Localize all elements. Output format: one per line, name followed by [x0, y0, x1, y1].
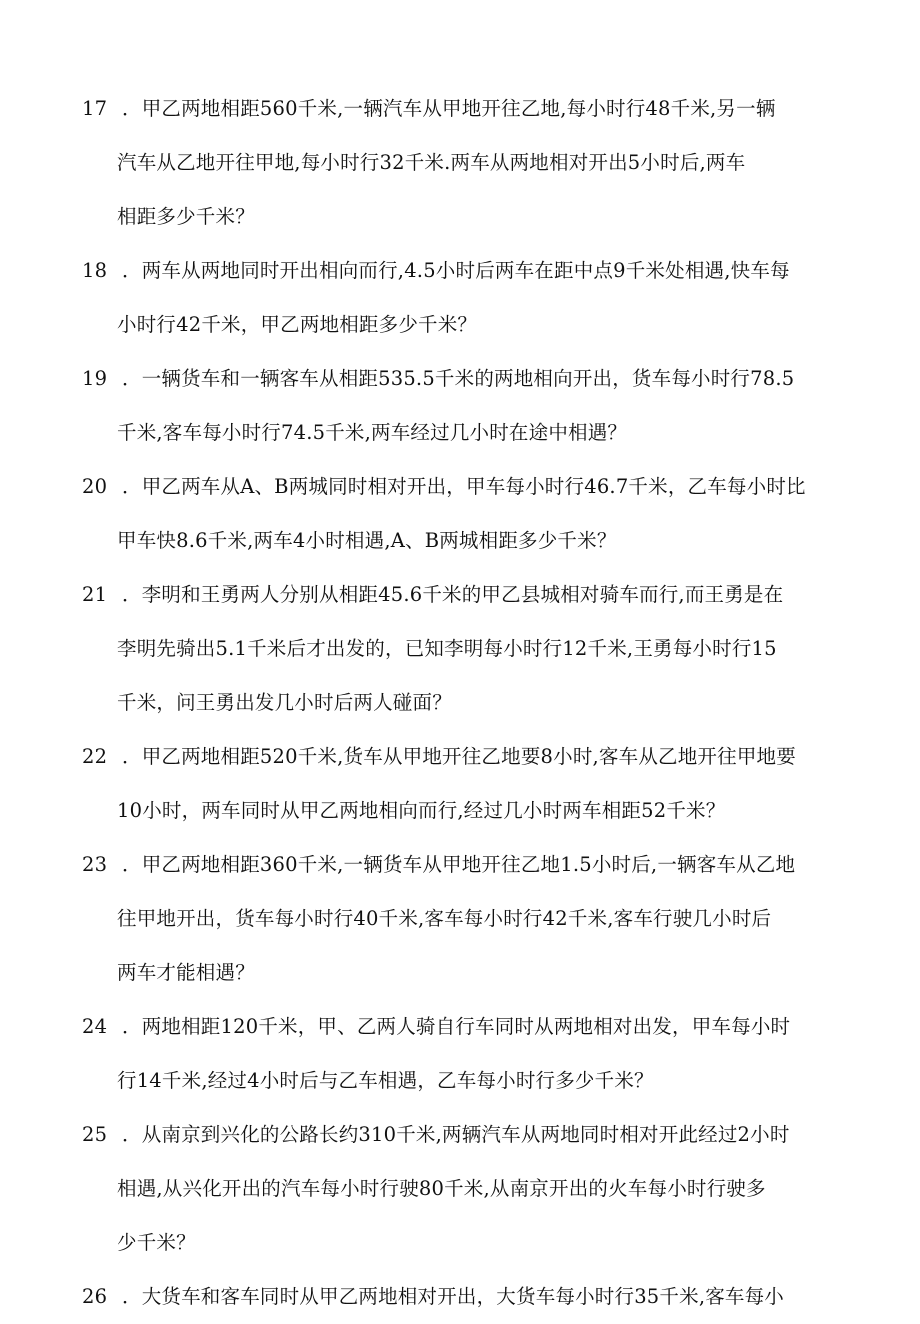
problem-22	[82, 730, 842, 838]
problem-26	[82, 1270, 842, 1324]
problem-text-line: 10小时，两车同时从甲乙两地相向而行,经过几小时两车相距52千米？	[117, 799, 726, 822]
problem-number: 20	[82, 475, 108, 498]
problem-number: 19	[82, 367, 108, 390]
problem-text-line: ．两地相距120千米，甲、乙两人骑自行车同时从两地相对出发，甲车每小时	[122, 1015, 791, 1038]
problem-number: 24	[82, 1015, 108, 1038]
problem-23	[82, 838, 842, 1000]
problem-text-line: ．一辆货车和一辆客车从相距535.5千米的两地相向开出，货车每小时行78.5	[122, 367, 795, 390]
problem-number: 21	[82, 583, 108, 606]
problem-text-line: ．李明和王勇两人分别从相距45.6千米的甲乙县城相对骑车而行,而王勇是在	[122, 583, 784, 606]
problem-25	[82, 1108, 842, 1270]
problem-text-line: 两车才能相遇？	[117, 961, 255, 984]
problem-number: 18	[82, 259, 108, 282]
problem-text-line: ．甲乙两地相距560千米,一辆汽车从甲地开往乙地,每小时行48千米,另一辆	[122, 97, 776, 120]
problem-text-line: 甲车快8.6千米,两车4小时相遇,A、B两城相距多少千米？	[117, 529, 617, 552]
problem-text-line: 相距多少千米？	[117, 205, 255, 228]
problem-text-line: 李明先骑出5.1千米后才出发的，已知李明每小时行12千米,王勇每小时行15	[117, 637, 777, 660]
problem-text-line: 千米,客车每小时行74.5千米,两车经过几小时在途中相遇？	[117, 421, 628, 444]
problem-text-line: 少千米？	[117, 1231, 196, 1254]
problem-number: 25	[82, 1123, 108, 1146]
problem-21	[82, 568, 842, 730]
problem-text-line: 千米，问王勇出发几小时后两人碰面？	[117, 691, 452, 714]
problem-text-line: ．从南京到兴化的公路长约310千米,两辆汽车从两地同时相对开此经过2小时	[122, 1123, 790, 1146]
problem-text-line: ．甲乙两车从A、B两城同时相对开出，甲车每小时行46.7千米，乙车每小时比	[122, 475, 806, 498]
problem-text-line: ．甲乙两地相距360千米,一辆货车从甲地开往乙地1.5小时后,一辆客车从乙地	[122, 853, 796, 876]
problem-text-line: ．两车从两地同时开出相向而行,4.5小时后两车在距中点9千米处相遇,快车每	[122, 259, 790, 282]
problem-number: 26	[82, 1285, 108, 1308]
problem-text-line: 行14千米,经过4小时后与乙车相遇，乙车每小时行多少千米？	[117, 1069, 654, 1092]
problem-number: 17	[82, 97, 108, 120]
problem-text-line: 往甲地开出，货车每小时行40千米,客车每小时行42千米,客车行驶几小时后	[117, 907, 772, 930]
problem-19	[82, 352, 842, 460]
problem-number: 23	[82, 853, 108, 876]
problem-text-line: ．甲乙两地相距520千米,货车从甲地开往乙地要8小时,客车从乙地开往甲地要	[122, 745, 796, 768]
problem-text-line: 汽车从乙地开往甲地,每小时行32千米.两车从两地相对开出5小时后,两车	[117, 151, 746, 174]
problem-number: 22	[82, 745, 108, 768]
problem-24	[82, 1000, 842, 1108]
problem-text-line: 小时行42千米，甲乙两地相距多少千米？	[117, 313, 478, 336]
problem-20	[82, 460, 842, 568]
problem-18	[82, 244, 842, 352]
problem-text-line: 相遇,从兴化开出的汽车每小时行驶80千米,从南京开出的火车每小时行驶多	[117, 1177, 766, 1200]
problem-text-line: ．大货车和客车同时从甲乙两地相对开出，大货车每小时行35千米,客车每小	[122, 1285, 785, 1308]
problem-17	[82, 82, 842, 244]
